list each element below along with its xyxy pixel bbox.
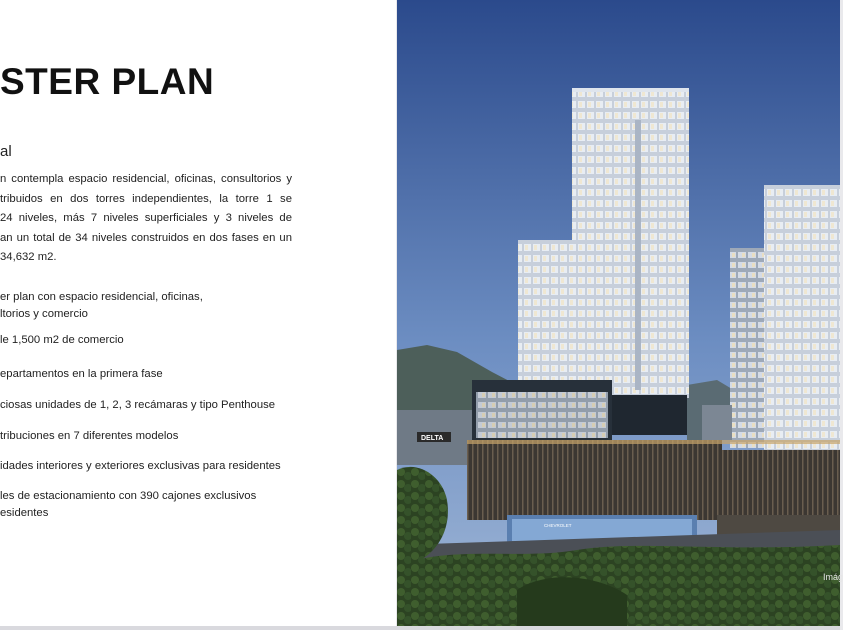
feature-item [0, 428, 178, 445]
delta-sign: DELTA [421, 435, 444, 442]
feature-text: les de estacionamiento con 390 cajones exclusivos [0, 490, 257, 502]
feature-text: le 1,500 m2 de comercio [0, 334, 124, 346]
paragraph-line: 34,632 m2. [0, 251, 57, 263]
description-paragraph [0, 170, 292, 268]
feature-item [0, 488, 256, 521]
bottom-divider [0, 626, 840, 630]
feature-text: er plan con espacio residencial, oficinas, [0, 291, 203, 303]
chevrolet-sign: CHEVROLET [544, 523, 572, 528]
feature-item [0, 366, 163, 383]
rendering-scene [397, 0, 840, 626]
feature-text: ciosas unidades de 1, 2, 3 recámaras y tipo Penthouse [0, 399, 276, 411]
text-panel [0, 0, 396, 626]
architectural-rendering [397, 0, 843, 626]
feature-item [0, 397, 275, 414]
feature-item [0, 458, 281, 475]
section-subtitle: al [0, 143, 12, 160]
feature-text: tribuciones en 7 diferentes modelos [0, 430, 179, 442]
feature-text: idades interiores y exteriores exclusivas para residentes [0, 460, 281, 472]
feature-text: epartamentos en la primera fase [0, 368, 163, 380]
feature-text: ltorios y comercio [0, 307, 88, 320]
paragraph-line: an un total de 34 niveles construidos en dos fases en un [0, 231, 292, 244]
paragraph-line: 24 niveles, más 7 niveles superficiales y 3 niveles de [0, 212, 292, 224]
slide-title: STER PLAN [0, 61, 215, 102]
image-caption: Imág [823, 572, 843, 582]
feature-text: esidentes [0, 506, 49, 519]
feature-item [0, 289, 203, 322]
paragraph-line: tribuidos en dos torres independientes, la torre 1 se [0, 192, 292, 205]
paragraph-line: n contempla espacio residencial, oficinas, consultorios y [0, 173, 292, 185]
feature-item [0, 332, 124, 349]
